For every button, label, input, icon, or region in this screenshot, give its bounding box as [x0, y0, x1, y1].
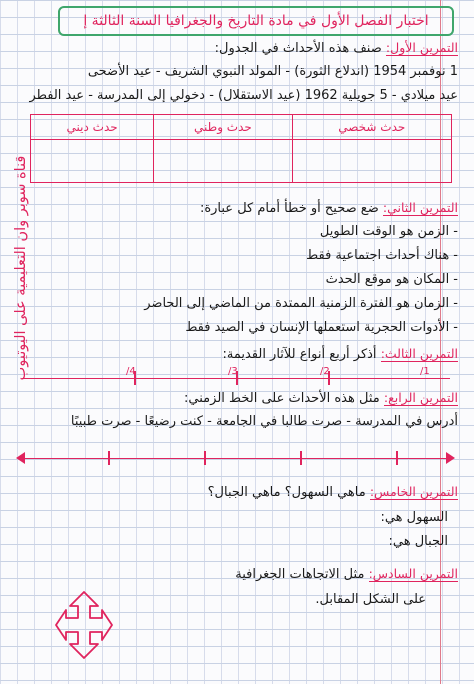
exercise-3-label: التمرين الثالث:	[380, 346, 458, 361]
table-cell-personal[interactable]	[292, 140, 451, 183]
timeline-left-arrow-icon	[16, 452, 25, 464]
answer-marker: /4	[126, 366, 136, 377]
answer-marker: /1	[420, 366, 430, 377]
exercise-5-label: التمرين الخامس:	[369, 484, 458, 499]
table-cell-religious[interactable]	[31, 140, 154, 183]
exercise-1-label: التمرين الأول:	[385, 40, 458, 55]
statement-item: - هناك أحداث اجتماعية فقط	[306, 248, 458, 263]
table-cell-national[interactable]	[154, 140, 292, 183]
exercise-4-events: أدرس في المدرسة - صرت طالبا في الجامعة - كنت رضيعًا - صرت طبيبًا	[70, 414, 458, 429]
answer-marker: /3	[228, 366, 238, 377]
exercise-4-label: التمرين الرابع:	[383, 390, 458, 405]
exercise-1-instruction: صنف هذه الأحداث في الجدول:	[214, 41, 382, 56]
table-header-personal: حدث شخصي	[292, 115, 451, 140]
timeline-right-arrow-icon	[446, 452, 455, 464]
exercise-6-header	[235, 566, 458, 582]
exercise-6-label: التمرين السادس:	[368, 566, 458, 581]
statement-item: - الأدوات الحجرية استعملها الإنسان في الصيد فقط	[185, 320, 458, 335]
page-title: اختبار الفصل الأول في مادة التاريخ والجغرافيا السنة الثالثة إ	[58, 6, 454, 36]
statement-item: - الزمن هو الوقت الطويل	[319, 224, 458, 239]
exercise-2-label: التمرين الثاني:	[382, 200, 458, 215]
exercise-2-header	[200, 200, 458, 216]
statement-item: - المكان هو موقع الحدث	[325, 272, 458, 287]
table-header-religious: حدث ديني	[31, 115, 154, 140]
exercise-2-instruction: ضع صحيح أو خطأ أمام كل عبارة:	[199, 201, 379, 216]
compass-cross-arrows-icon	[54, 590, 114, 660]
exercise-6-line: على الشكل المقابل.	[315, 592, 426, 607]
table-header-national: حدث وطني	[154, 115, 292, 140]
timeline-line	[22, 458, 450, 459]
exercise-4-instruction: مثل هذه الأحداث على الخط الزمني:	[184, 391, 380, 406]
exercise-3-instruction: أذكر أربع أنواع للآثار القديمة:	[222, 347, 377, 362]
plains-question: السهول هي:	[380, 510, 448, 525]
exercise-1-events-line-1: 1 نوفمبر 1954 (اندلاع الثورة) - المولد النبوي الشريف - عيد الأضحى	[87, 64, 458, 79]
answer-marker: /2	[320, 366, 330, 377]
timeline-tick	[396, 451, 398, 465]
exercise-6-instruction: مثل الاتجاهات الجغرافية	[235, 567, 365, 582]
timeline-tick	[300, 451, 302, 465]
timeline-tick	[108, 451, 110, 465]
timeline-tick	[204, 451, 206, 465]
mountains-question: الجبال هي:	[388, 534, 448, 549]
exercise-1-header	[215, 40, 458, 56]
exercise-1-events-line-2: عيد ميلادي - 5 جويلية 1962 (عيد الاستقلال) - دخولي إلى المدرسة - عيد الفطر	[29, 88, 458, 103]
exercise-5-instruction: ماهي السهول؟ ماهي الجبال؟	[207, 485, 366, 500]
exercise-3-header	[222, 346, 458, 362]
statement-item: - الزمان هو الفترة الزمنية الممتدة من الماضي إلى الحاضر	[144, 296, 458, 311]
exercise-5-header	[208, 484, 458, 500]
events-classification-table	[30, 114, 452, 183]
exercise-4-header	[184, 390, 458, 406]
side-watermark-text: قناة سوبر وان التعليمية على اليوتيوب	[13, 155, 29, 381]
